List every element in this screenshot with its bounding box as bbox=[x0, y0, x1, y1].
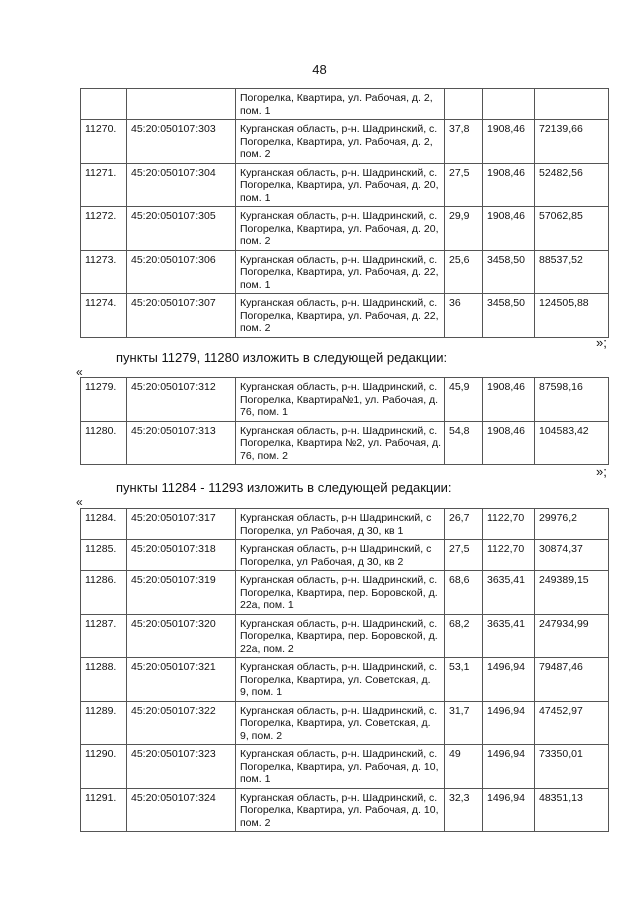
amendment-instruction: пункты 11284 - 11293 изложить в следующей редакции: bbox=[116, 480, 452, 495]
rate-cell: 1122,70 bbox=[483, 509, 535, 540]
rate-cell: 1908,46 bbox=[483, 378, 535, 422]
row-number-cell: 11272. bbox=[81, 207, 127, 251]
address-cell: Курганская область, р-н. Шадринский, с. Погорелка, Квартира, ул. Рабочая, д. 2, пом. 2 bbox=[236, 120, 445, 164]
table-row bbox=[81, 745, 609, 789]
table-row bbox=[81, 250, 609, 294]
amendment-instruction: пункты 11279, 11280 изложить в следующей редакции: bbox=[116, 350, 448, 365]
address-cell: Курганская область, р-н. Шадринский, с. Погорелка, Квартира, ул. Советская, д. 9, пом. 2 bbox=[236, 701, 445, 745]
cadastral-number-cell: 45:20:050107:303 bbox=[127, 120, 236, 164]
address-cell: Курганская область, р-н. Шадринский, с. Погорелка, Квартира, ул. Рабочая, д. 10, пом. 2 bbox=[236, 788, 445, 832]
registry-table-2 bbox=[80, 377, 609, 465]
value-cell: 52482,56 bbox=[535, 163, 609, 207]
cadastral-number-cell: 45:20:050107:324 bbox=[127, 788, 236, 832]
closing-quote: »; bbox=[596, 335, 607, 350]
cadastral-number-cell: 45:20:050107:306 bbox=[127, 250, 236, 294]
table-row bbox=[81, 294, 609, 338]
address-cell: Курганская область, р-н. Шадринский, с. Погорелка, Квартира, ул. Рабочая, д. 22, пом. 2 bbox=[236, 294, 445, 338]
table-row bbox=[81, 207, 609, 251]
area-cell: 31,7 bbox=[445, 701, 483, 745]
address-cell: Курганская область, р-н Шадринский, с Погорелка, ул Рабочая, д 30, кв 2 bbox=[236, 540, 445, 571]
value-cell: 249389,15 bbox=[535, 571, 609, 615]
table-row bbox=[81, 378, 609, 422]
rate-cell bbox=[483, 89, 535, 120]
table-row bbox=[81, 788, 609, 832]
rate-cell: 1496,94 bbox=[483, 658, 535, 702]
row-number-cell: 11287. bbox=[81, 614, 127, 658]
row-number-cell: 11279. bbox=[81, 378, 127, 422]
rate-cell: 1908,46 bbox=[483, 120, 535, 164]
table-row bbox=[81, 509, 609, 540]
cadastral-number-cell: 45:20:050107:305 bbox=[127, 207, 236, 251]
cadastral-number-cell: 45:20:050107:312 bbox=[127, 378, 236, 422]
area-cell: 53,1 bbox=[445, 658, 483, 702]
row-number-cell: 11288. bbox=[81, 658, 127, 702]
cadastral-number-cell: 45:20:050107:321 bbox=[127, 658, 236, 702]
address-cell: Курганская область, р-н. Шадринский, с. Погорелка, Квартира, пер. Боровской, д. 22а, пом. 2 bbox=[236, 614, 445, 658]
area-cell: 54,8 bbox=[445, 421, 483, 465]
value-cell: 124505,88 bbox=[535, 294, 609, 338]
table-row bbox=[81, 658, 609, 702]
value-cell: 72139,66 bbox=[535, 120, 609, 164]
address-cell: Курганская область, р-н. Шадринский, с. Погорелка, Квартира, ул. Рабочая, д. 22, пом. 1 bbox=[236, 250, 445, 294]
value-cell: 87598,16 bbox=[535, 378, 609, 422]
row-number-cell: 11290. bbox=[81, 745, 127, 789]
table-row bbox=[81, 540, 609, 571]
opening-quote: « bbox=[76, 365, 83, 379]
table-row bbox=[81, 701, 609, 745]
cadastral-number-cell bbox=[127, 89, 236, 120]
value-cell: 79487,46 bbox=[535, 658, 609, 702]
registry-table-1 bbox=[80, 88, 609, 338]
opening-quote: « bbox=[76, 495, 83, 509]
value-cell: 88537,52 bbox=[535, 250, 609, 294]
closing-quote: »; bbox=[596, 464, 607, 479]
cadastral-number-cell: 45:20:050107:317 bbox=[127, 509, 236, 540]
rate-cell: 3635,41 bbox=[483, 614, 535, 658]
area-cell: 68,2 bbox=[445, 614, 483, 658]
cadastral-number-cell: 45:20:050107:322 bbox=[127, 701, 236, 745]
table-row bbox=[81, 163, 609, 207]
area-cell: 26,7 bbox=[445, 509, 483, 540]
value-cell: 104583,42 bbox=[535, 421, 609, 465]
area-cell: 29,9 bbox=[445, 207, 483, 251]
area-cell: 27,5 bbox=[445, 163, 483, 207]
value-cell: 73350,01 bbox=[535, 745, 609, 789]
area-cell: 49 bbox=[445, 745, 483, 789]
value-cell: 57062,85 bbox=[535, 207, 609, 251]
row-number-cell: 11270. bbox=[81, 120, 127, 164]
address-cell: Курганская область, р-н. Шадринский, с. Погорелка, Квартира №2, ул. Рабочая, д. 76, пом. 2 bbox=[236, 421, 445, 465]
row-number-cell: 11285. bbox=[81, 540, 127, 571]
value-cell: 47452,97 bbox=[535, 701, 609, 745]
rate-cell: 3458,50 bbox=[483, 294, 535, 338]
cadastral-number-cell: 45:20:050107:307 bbox=[127, 294, 236, 338]
row-number-cell: 11284. bbox=[81, 509, 127, 540]
cadastral-number-cell: 45:20:050107:319 bbox=[127, 571, 236, 615]
rate-cell: 3635,41 bbox=[483, 571, 535, 615]
row-number-cell bbox=[81, 89, 127, 120]
row-number-cell: 11271. bbox=[81, 163, 127, 207]
rate-cell: 1496,94 bbox=[483, 701, 535, 745]
value-cell: 30874,37 bbox=[535, 540, 609, 571]
rate-cell: 1122,70 bbox=[483, 540, 535, 571]
area-cell: 32,3 bbox=[445, 788, 483, 832]
area-cell bbox=[445, 89, 483, 120]
area-cell: 25,6 bbox=[445, 250, 483, 294]
value-cell bbox=[535, 89, 609, 120]
area-cell: 27,5 bbox=[445, 540, 483, 571]
table-row bbox=[81, 89, 609, 120]
area-cell: 68,6 bbox=[445, 571, 483, 615]
rate-cell: 1496,94 bbox=[483, 788, 535, 832]
area-cell: 36 bbox=[445, 294, 483, 338]
rate-cell: 1496,94 bbox=[483, 745, 535, 789]
page-number: 48 bbox=[312, 62, 327, 77]
rate-cell: 1908,46 bbox=[483, 163, 535, 207]
value-cell: 48351,13 bbox=[535, 788, 609, 832]
area-cell: 37,8 bbox=[445, 120, 483, 164]
table-row bbox=[81, 571, 609, 615]
registry-table-3 bbox=[80, 508, 609, 832]
row-number-cell: 11280. bbox=[81, 421, 127, 465]
address-cell: Курганская область, р-н. Шадринский, с. Погорелка, Квартира, ул. Рабочая, д. 20, пом. 2 bbox=[236, 207, 445, 251]
rate-cell: 3458,50 bbox=[483, 250, 535, 294]
rate-cell: 1908,46 bbox=[483, 421, 535, 465]
row-number-cell: 11289. bbox=[81, 701, 127, 745]
row-number-cell: 11286. bbox=[81, 571, 127, 615]
cadastral-number-cell: 45:20:050107:304 bbox=[127, 163, 236, 207]
area-cell: 45,9 bbox=[445, 378, 483, 422]
cadastral-number-cell: 45:20:050107:313 bbox=[127, 421, 236, 465]
row-number-cell: 11274. bbox=[81, 294, 127, 338]
value-cell: 247934,99 bbox=[535, 614, 609, 658]
address-cell: Курганская область, р-н Шадринский, с Погорелка, ул Рабочая, д 30, кв 1 bbox=[236, 509, 445, 540]
cadastral-number-cell: 45:20:050107:318 bbox=[127, 540, 236, 571]
cadastral-number-cell: 45:20:050107:323 bbox=[127, 745, 236, 789]
address-cell: Курганская область, р-н. Шадринский, с. Погорелка, Квартира, ул. Рабочая, д. 20, пом. 1 bbox=[236, 163, 445, 207]
row-number-cell: 11291. bbox=[81, 788, 127, 832]
table-row bbox=[81, 120, 609, 164]
address-cell: Курганская область, р-н. Шадринский, с. Погорелка, Квартира, ул. Советская, д. 9, пом. 1 bbox=[236, 658, 445, 702]
table-row bbox=[81, 614, 609, 658]
value-cell: 29976,2 bbox=[535, 509, 609, 540]
cadastral-number-cell: 45:20:050107:320 bbox=[127, 614, 236, 658]
rate-cell: 1908,46 bbox=[483, 207, 535, 251]
address-cell: Курганская область, р-н. Шадринский, с. Погорелка, Квартира, пер. Боровской, д. 22а, пом. 1 bbox=[236, 571, 445, 615]
address-cell: Курганская область, р-н. Шадринский, с. Погорелка, Квартира, ул. Рабочая, д. 10, пом. 1 bbox=[236, 745, 445, 789]
address-cell: Погорелка, Квартира, ул. Рабочая, д. 2, пом. 1 bbox=[236, 89, 445, 120]
table-row bbox=[81, 421, 609, 465]
row-number-cell: 11273. bbox=[81, 250, 127, 294]
address-cell: Курганская область, р-н. Шадринский, с. Погорелка, Квартира№1, ул. Рабочая, д. 76, пом. 1 bbox=[236, 378, 445, 422]
